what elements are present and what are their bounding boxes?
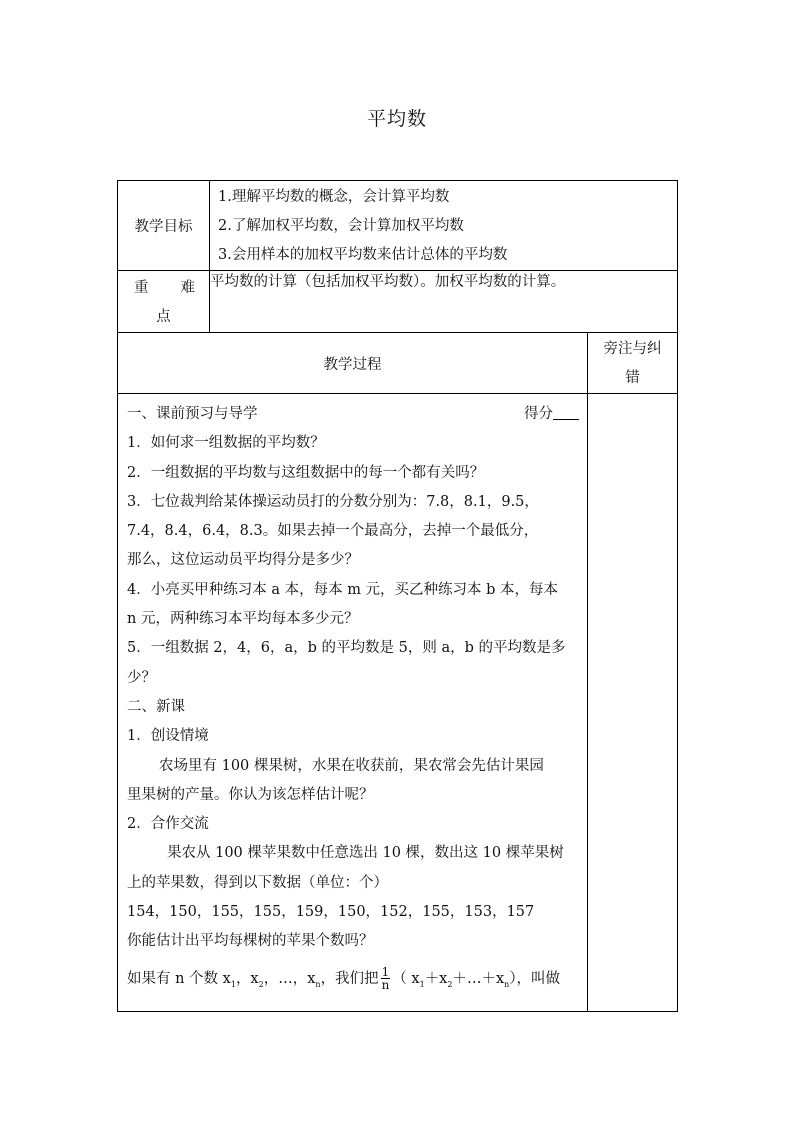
question-3-line-3: 那么，这位运动员平均得分是多少？	[127, 552, 359, 569]
page-title: 平均数	[366, 108, 427, 130]
question-5-line-1: 5．一组数据 2，4，6，a，b 的平均数是 5，则 a，b 的平均数是多	[127, 640, 566, 657]
question-4-line-1: 4．小亮买甲种练习本 a 本，每本 m 元，买乙种练习本 b 本，每本	[127, 581, 559, 598]
definition-suffix: ），叫做	[509, 970, 561, 987]
paragraph-2-line-3: 你能估计出平均每棵树的苹果个数吗？	[127, 933, 374, 950]
score-blank	[553, 403, 579, 420]
goal-item: 1.理解平均数的概念，会计算平均数	[218, 189, 450, 205]
difficulty-label	[118, 271, 210, 333]
process-header: 教学过程	[118, 333, 588, 394]
question-5-line-2: 少？	[127, 669, 156, 686]
section-2-title: 二、新课	[127, 698, 185, 715]
side-notes-cell	[588, 394, 678, 1012]
process-body-row	[118, 394, 678, 1012]
difficulty-text: 平均数的计算（包括加权平均数）。加权平均数的计算。	[210, 271, 678, 333]
subsection-1-title: 1．创设情境	[127, 728, 209, 745]
question-2: 2．一组数据的平均数与这组数据中的每一个都有关吗？	[127, 464, 485, 481]
fraction-denominator: n	[381, 978, 390, 993]
score-label: 得分	[524, 406, 553, 422]
goals-row	[118, 181, 678, 271]
difficulty-label-c: 点	[156, 309, 171, 325]
question-3-line-2: 7.4，8.4，6.4，8.3。如果去掉一个最高分，去掉一个最低分，	[127, 523, 539, 540]
difficulty-row	[118, 271, 678, 333]
goals-cell	[210, 181, 678, 271]
apple-data: 154，150，155，155，159，150，152，155，153，157	[127, 904, 535, 921]
subsection-2-title: 2．合作交流	[127, 816, 209, 833]
lesson-plan-table	[117, 180, 678, 1012]
fraction-numerator: 1	[381, 965, 390, 980]
side-notes-header	[588, 333, 678, 394]
paragraph-2-line-2: 上的苹果数，得到以下数据（单位：个）	[127, 874, 388, 891]
question-1: 1．如何求一组数据的平均数？	[127, 435, 325, 452]
definition-paren: （ x	[392, 970, 420, 987]
section-1-title: 一、课前预习与导学	[127, 406, 258, 422]
side-notes-header-line2: 错	[625, 370, 640, 386]
goal-item: 3.会用样本的加权平均数来估计总体的平均数	[218, 247, 508, 263]
mean-definition: 如果有 n 个数 $x_1$，$x_2$，…，$x_n$，我们把 $\frac{1}{n}$ （ $x_1+x_2+\dots+x_n$），叫做	[127, 965, 561, 993]
process-header-row	[118, 333, 678, 394]
paragraph-2-line-1: 果农从 100 棵苹果数中任意选出 10 棵，数出这 10 棵苹果树	[167, 845, 564, 862]
difficulty-label-a: 重	[134, 280, 149, 296]
question-3-line-1: 3．七位裁判给某体操运动员打的分数分别为：7.8，8.1，9.5，	[127, 493, 539, 510]
definition-prefix: 如果有 n 个数 x	[127, 970, 231, 987]
paragraph-1-line-1: 农场里有 100 棵果树，水果在收获前，果农常会先估计果园	[159, 757, 544, 774]
section-heading	[127, 400, 579, 429]
side-notes-header-line1: 旁注与纠	[603, 341, 662, 357]
paragraph-1-line-2: 里果树的产量。你认为该怎样估计呢？	[127, 786, 374, 803]
question-4-line-2: n 元，两种练习本平均每本多少元？	[127, 611, 359, 628]
process-content	[118, 394, 588, 1012]
goal-item: 2.了解加权平均数，会计算加权平均数	[218, 218, 464, 234]
difficulty-label-b: 难	[180, 280, 195, 296]
goals-label: 教学目标	[118, 181, 210, 271]
score-field	[524, 400, 579, 429]
fraction	[381, 966, 391, 991]
